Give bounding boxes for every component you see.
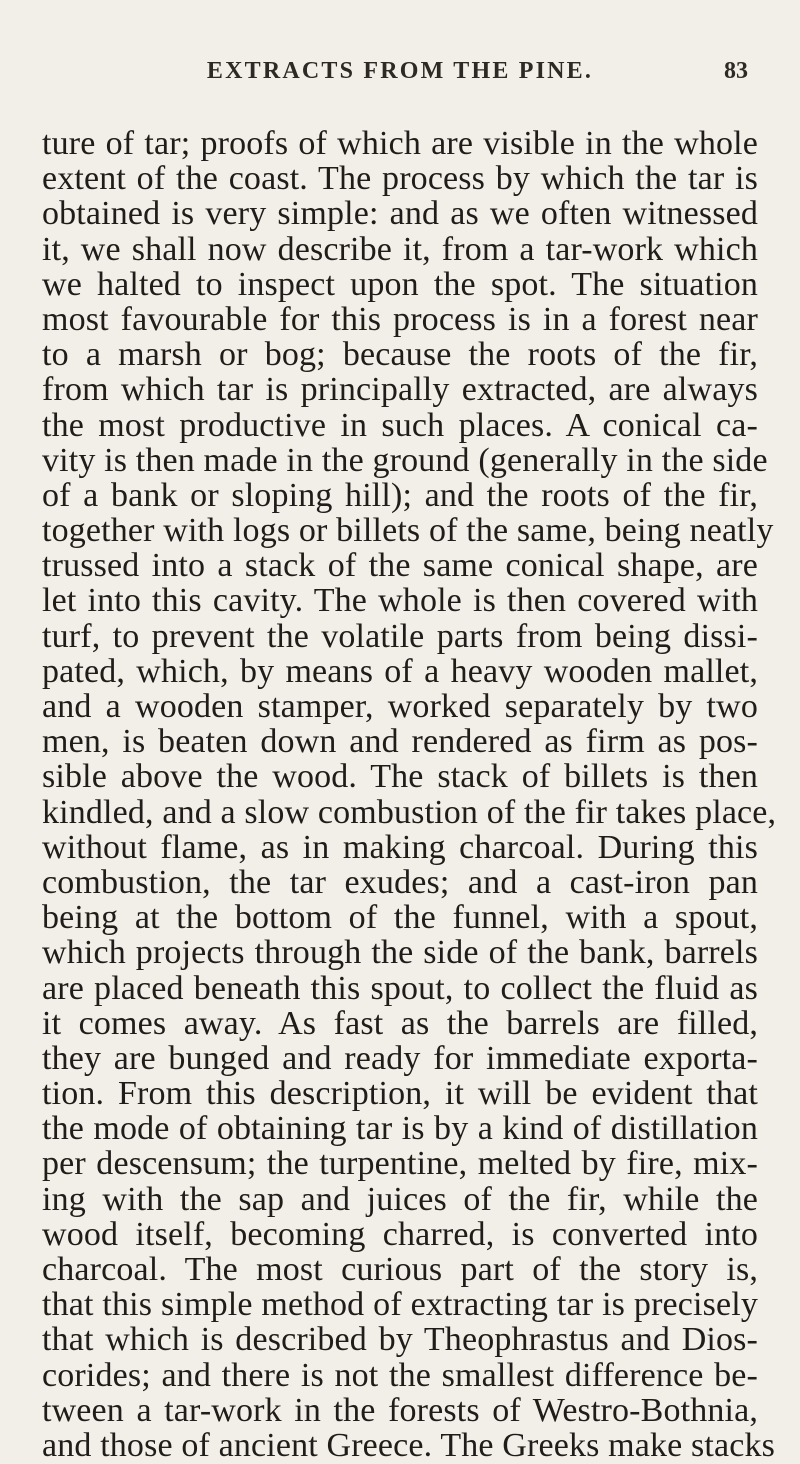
text-line: they are bunged and ready for immediate exporta- (42, 1039, 758, 1077)
text-line: which projects through the side of the bank, barrels (42, 934, 758, 972)
text-line: are placed beneath this spout, to collect the fluid as (42, 969, 758, 1007)
text-line: corides; and there is not the smallest difference be- (42, 1356, 758, 1394)
text-line: being at the bottom of the funnel, with a spout, (42, 899, 758, 937)
text-line: from which tar is principally extracted, are always (42, 371, 758, 409)
text-line: the mode of obtaining tar is by a kind of distillation (42, 1110, 758, 1148)
running-title: EXTRACTS FROM THE PINE. (206, 58, 594, 84)
text-line: together with logs or billets of the same, being neatly (42, 512, 774, 550)
text-line: to a marsh or bog; because the roots of the fir, (42, 336, 758, 374)
text-line: combustion, the tar exudes; and a cast-iron pan (42, 863, 758, 901)
text-line: pated, which, by means of a heavy wooden mallet, (42, 652, 758, 690)
text-line: turf, to prevent the volatile parts from being dissi- (42, 617, 758, 655)
text-line: trussed into a stack of the same conical shape, are (42, 547, 758, 585)
running-head (42, 48, 758, 88)
text-line: ture of tar; proofs of which are visible in the whole (42, 125, 758, 162)
text-line: and a wooden stamper, worked separately by two (42, 688, 758, 725)
text-line: vity is then made in the ground (generally in the side (42, 441, 768, 479)
text-line: most favourable for this process is in a forest near (42, 300, 758, 338)
text-line: wood itself, becoming charred, is converted into (42, 1215, 758, 1253)
text-line: tion. From this description, it will be evident that (42, 1075, 758, 1113)
text-line: that which is described by Theophrastus and Dios- (42, 1321, 758, 1359)
text-line: ing with the sap and juices of the fir, while the (42, 1180, 758, 1218)
text-line: men, is beaten down and rendered as firm as pos- (42, 723, 758, 761)
text-line: charcoal. The most curious part of the story is, (42, 1251, 758, 1288)
text-line: that this simple method of extracting tar is precisely (42, 1286, 758, 1324)
text-line: tween a tar-work in the forests of Westro-Bothnia, (42, 1391, 758, 1429)
text-line: per descensum; the turpentine, melted by fire, mix- (42, 1145, 758, 1183)
text-line: it comes away. As fast as the barrels are filled, (42, 1004, 758, 1042)
body-text (42, 125, 777, 1464)
text-line: we halted to inspect upon the spot. The situation (42, 265, 758, 303)
text-line: obtained is very simple: and as we often witnessed (42, 195, 758, 233)
text-line: sible above the wood. The stack of billets is then (42, 758, 758, 796)
page-number: 83 (724, 58, 748, 84)
text-line: extent of the coast. The process by which the tar is (42, 160, 758, 198)
text-line: without flame, as in making charcoal. During this (42, 828, 758, 866)
text-line: the most productive in such places. A conical ca- (42, 406, 758, 444)
text-line: it, we shall now describe it, from a tar-work which (42, 230, 758, 268)
text-line: and those of ancient Greece. The Greeks make stacks (42, 1426, 775, 1464)
text-line: let into this cavity. The whole is then covered with (42, 582, 758, 620)
text-line: of a bank or sloping hill); and the roots of the fir, (42, 476, 758, 514)
text-line: kindled, and a slow combustion of the fir takes place, (42, 793, 777, 831)
